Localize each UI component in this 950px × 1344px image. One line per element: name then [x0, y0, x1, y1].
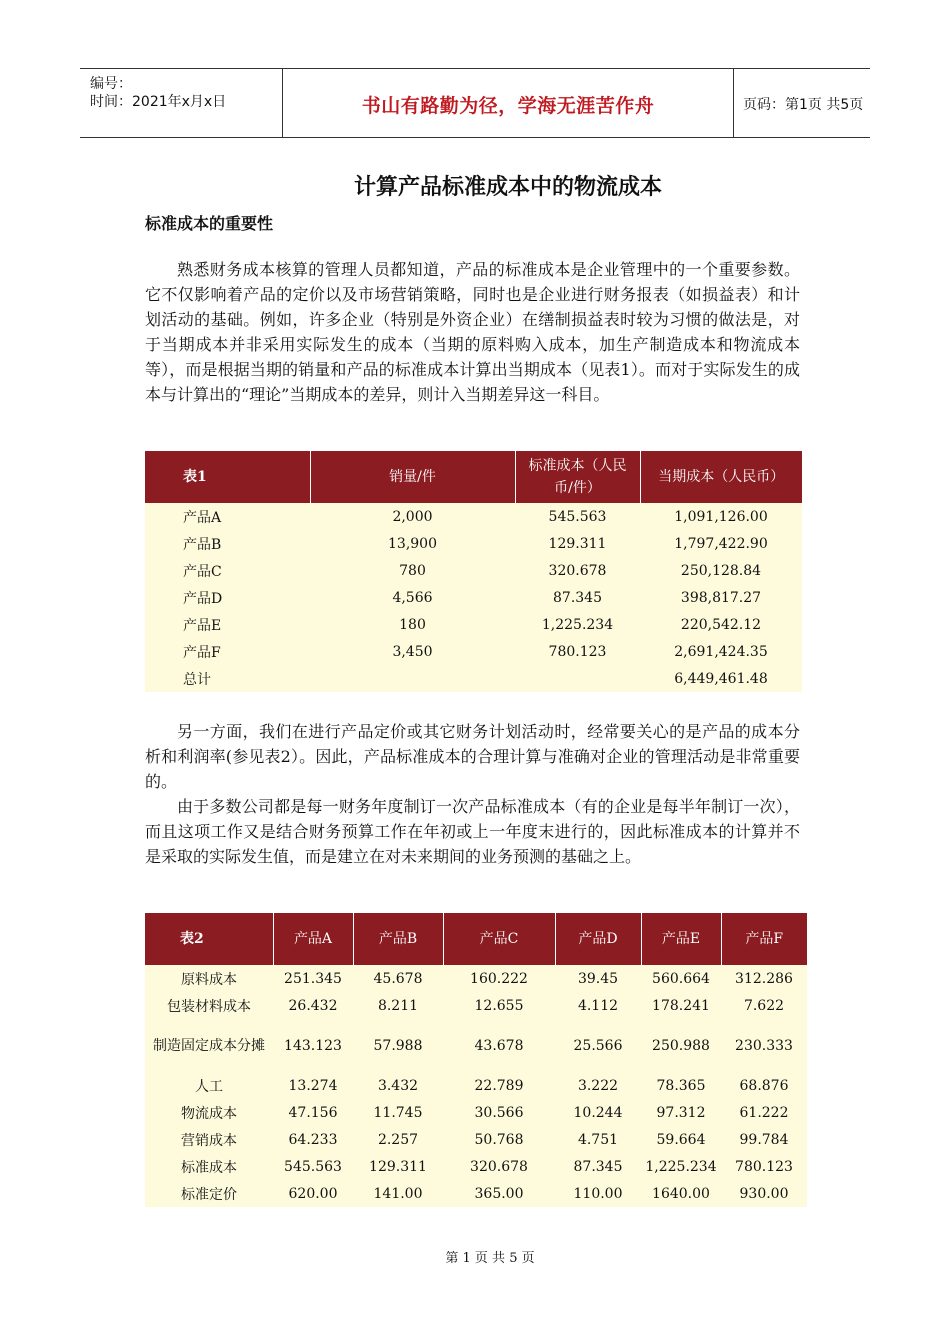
table-1: [145, 451, 802, 692]
table-cell: 780.123: [515, 638, 640, 665]
table-cell: 30.566: [443, 1099, 555, 1126]
table-cell: 4.112: [555, 992, 641, 1019]
table-cell: 43.678: [443, 1019, 555, 1072]
table-cell: 4,566: [310, 584, 515, 611]
table-cell: 780.123: [721, 1153, 807, 1180]
paragraph-intro: 熟悉财务成本核算的管理人员都知道，产品的标准成本是企业管理中的一个重要参数。它不仅影响着产品的定价以及市场营销策略，同时也是企业进行财务报表（如损益表）和计划活动的基础。例如，许多企业（特别是外资企业）在缮制损益表时较为习惯的做法是，对于当期成本并非采用实际发生的成本（当期的原料购入成本，加生产制造成本和物流成本等），而是根据当期的销量和产品的标准成本计算出当期成本（见表1）。而对于实际发生的成本与计算出的“理论”当期成本的差异，则计入当期差异这一科目。: [145, 260, 800, 404]
table-row: [145, 1072, 807, 1099]
table-cell: 930.00: [721, 1180, 807, 1207]
table-row: [145, 665, 802, 692]
table-cell: 68.876: [721, 1072, 807, 1099]
table-row: [145, 992, 807, 1019]
table-1-header-std-cost: 标准成本（人民币/件）: [515, 451, 640, 503]
table-cell: 64.233: [273, 1126, 353, 1153]
paragraph-budget: 由于多数公司都是每一财务年度制订一次产品标准成本（有的企业是每半年制订一次），而且这项工作又是结合财务预算工作在年初或上一年度末进行的，因此标准成本的计算并不是采取的实际发生值，而是建立在对未来期间的业务预测的基础之上。: [145, 797, 800, 866]
table-cell: 2.257: [353, 1126, 443, 1153]
table-cell: 45.678: [353, 965, 443, 992]
table-cell: 3,450: [310, 638, 515, 665]
table-cell: 11.745: [353, 1099, 443, 1126]
table-row: [145, 1153, 807, 1180]
table-cell: 6,449,461.48: [640, 665, 802, 692]
table-2: [145, 913, 807, 1207]
table-cell: 87.345: [515, 584, 640, 611]
table-row: [145, 1099, 807, 1126]
table-cell: 312.286: [721, 965, 807, 992]
table-cell: 398,817.27: [640, 584, 802, 611]
table-2-header-product-d: 产品D: [555, 913, 641, 965]
table-cell: 320.678: [515, 557, 640, 584]
table-cell: 250.988: [641, 1019, 721, 1072]
table-2-header-row: [145, 913, 807, 965]
table-cell: 160.222: [443, 965, 555, 992]
table-row: [145, 1019, 807, 1072]
table-cell: 78.365: [641, 1072, 721, 1099]
document-number-label: 编号：: [90, 76, 132, 92]
table-cell: 2,000: [310, 503, 515, 530]
table-cell: 7.622: [721, 992, 807, 1019]
table-cell: 3.222: [555, 1072, 641, 1099]
table-cell: [310, 665, 515, 692]
table-row: [145, 965, 807, 992]
table-cell: 22.789: [443, 1072, 555, 1099]
section-title: 标准成本的重要性: [145, 214, 274, 233]
header-meta-cell: [80, 69, 282, 137]
table-row: [145, 503, 802, 530]
table-cell: 4.751: [555, 1126, 641, 1153]
table-row: [145, 611, 802, 638]
table-cell: 365.00: [443, 1180, 555, 1207]
table-row-label: 营销成本: [145, 1126, 273, 1153]
table-row: [145, 530, 802, 557]
table-row-label: 物流成本: [145, 1099, 273, 1126]
table-2-header-product-b: 产品B: [353, 913, 443, 965]
table-1-header-row: [145, 451, 802, 503]
table-row-label: 总计: [145, 665, 310, 692]
table-row-label: 产品A: [145, 503, 310, 530]
table-row-label: 人工: [145, 1072, 273, 1099]
table-1-header-sales: 销量/件: [310, 451, 515, 503]
table-cell: 129.311: [515, 530, 640, 557]
table-row: [145, 638, 802, 665]
table-row: [145, 1126, 807, 1153]
table-cell: 25.566: [555, 1019, 641, 1072]
header-page-cell: [733, 69, 870, 137]
table-cell: 560.664: [641, 965, 721, 992]
table-2-header-product-f: 产品F: [721, 913, 807, 965]
table-cell: 50.768: [443, 1126, 555, 1153]
document-title: 计算产品标准成本中的物流成本: [353, 175, 662, 200]
table-cell: 178.241: [641, 992, 721, 1019]
header-page-number: 页码：第1页 共5页: [743, 97, 864, 113]
table-cell: 61.222: [721, 1099, 807, 1126]
table-cell: 251.345: [273, 965, 353, 992]
table-cell: 180: [310, 611, 515, 638]
table-cell: [515, 665, 640, 692]
header-motto: 书山有路勤为径，学海无涯苦作舟: [361, 95, 655, 117]
table-cell: 141.00: [353, 1180, 443, 1207]
table-cell: 110.00: [555, 1180, 641, 1207]
page-footer: 第 1 页 共 5 页: [445, 1251, 535, 1266]
table-cell: 1,225.234: [641, 1153, 721, 1180]
table-1-header-label: 表1: [145, 451, 310, 503]
table-2-header-label: 表2: [145, 913, 273, 965]
table-cell: 59.664: [641, 1126, 721, 1153]
table-cell: 1,091,126.00: [640, 503, 802, 530]
table-cell: 26.432: [273, 992, 353, 1019]
table-2-header-product-e: 产品E: [641, 913, 721, 965]
table-cell: 129.311: [353, 1153, 443, 1180]
table-2-header-product-c: 产品C: [443, 913, 555, 965]
table-cell: 143.123: [273, 1019, 353, 1072]
table-cell: 1,797,422.90: [640, 530, 802, 557]
table-cell: 3.432: [353, 1072, 443, 1099]
table-row-label: 制造固定成本分摊: [145, 1019, 273, 1072]
table-row-label: 产品C: [145, 557, 310, 584]
table-cell: 97.312: [641, 1099, 721, 1126]
table-cell: 13.274: [273, 1072, 353, 1099]
table-1-header-period-cost: 当期成本（人民币）: [640, 451, 802, 503]
table-cell: 780: [310, 557, 515, 584]
table-cell: 13,900: [310, 530, 515, 557]
table-cell: 1640.00: [641, 1180, 721, 1207]
table-cell: 250,128.84: [640, 557, 802, 584]
table-cell: 8.211: [353, 992, 443, 1019]
table-cell: 320.678: [443, 1153, 555, 1180]
table-cell: 10.244: [555, 1099, 641, 1126]
table-row-label: 包装材料成本: [145, 992, 273, 1019]
table-row-label: 产品F: [145, 638, 310, 665]
table-cell: 39.45: [555, 965, 641, 992]
table-cell: 2,691,424.35: [640, 638, 802, 665]
table-cell: 620.00: [273, 1180, 353, 1207]
document-time-label: 时间：2021年x月x日: [90, 94, 227, 110]
table-cell: 545.563: [273, 1153, 353, 1180]
table-row: [145, 584, 802, 611]
table-cell: 230.333: [721, 1019, 807, 1072]
table-cell: 12.655: [443, 992, 555, 1019]
table-row: [145, 1180, 807, 1207]
page-header: [80, 68, 870, 138]
paragraph-pricing: 另一方面，我们在进行产品定价或其它财务计划活动时，经常要关心的是产品的成本分析和利润率(参见表2）。因此，产品标准成本的合理计算与准确对企业的管理活动是非常重要的。: [145, 722, 800, 791]
table-row-label: 产品E: [145, 611, 310, 638]
table-row-label: 产品B: [145, 530, 310, 557]
table-cell: 87.345: [555, 1153, 641, 1180]
table-cell: 1,225.234: [515, 611, 640, 638]
header-motto-cell: [282, 69, 734, 137]
table-cell: 99.784: [721, 1126, 807, 1153]
table-2-header-product-a: 产品A: [273, 913, 353, 965]
table-cell: 220,542.12: [640, 611, 802, 638]
table-row-label: 标准成本: [145, 1153, 273, 1180]
table-row-label: 产品D: [145, 584, 310, 611]
table-cell: 57.988: [353, 1019, 443, 1072]
table-row-label: 标准定价: [145, 1180, 273, 1207]
table-cell: 545.563: [515, 503, 640, 530]
table-row: [145, 557, 802, 584]
table-row-label: 原料成本: [145, 965, 273, 992]
table-cell: 47.156: [273, 1099, 353, 1126]
